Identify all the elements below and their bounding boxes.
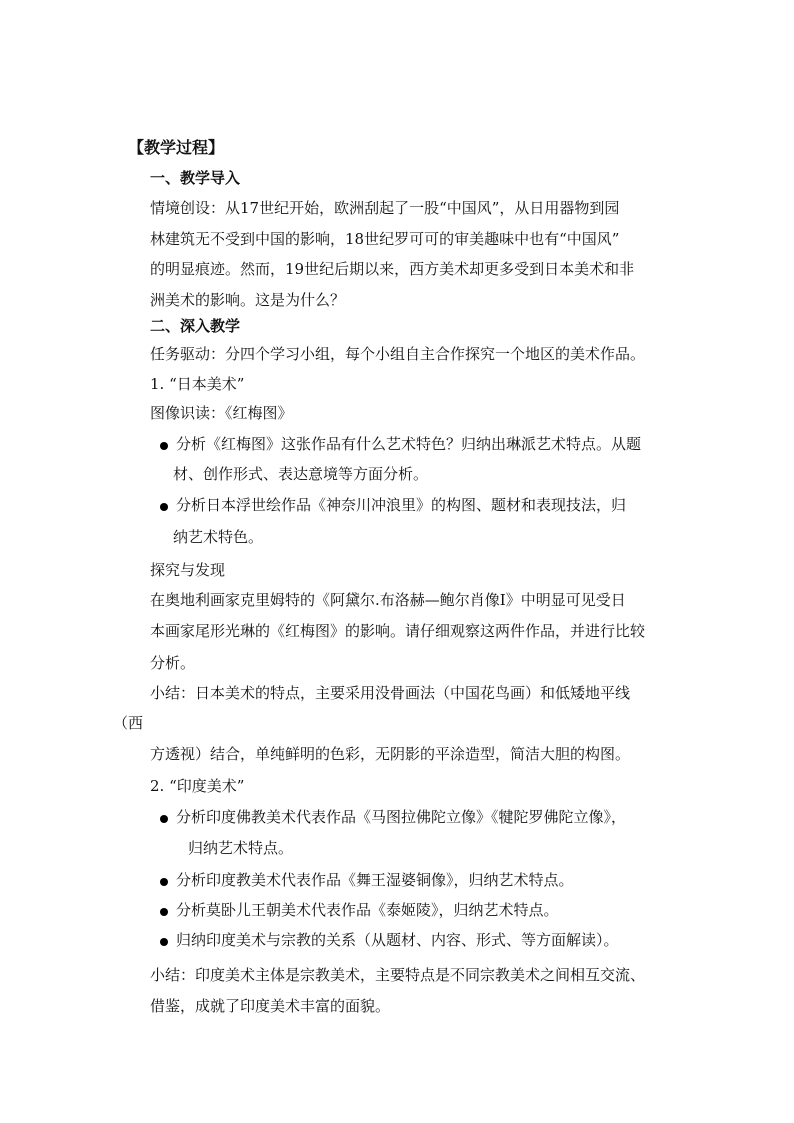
item-japan: 1. “日本美术” (150, 375, 245, 393)
item-india: 2. “印度美术” (150, 777, 245, 795)
bullet-dot (160, 938, 168, 946)
india-bullet-3: 分析莫卧儿王朝美术代表作品《泰姬陵》，归纳艺术特点。 (176, 901, 559, 919)
intro-line-4: 洲美术的影响。这是为什么？ (150, 291, 346, 309)
bullet-dot (160, 503, 168, 511)
bullet-dot (160, 815, 168, 823)
explore-line-2: 本画家尾形光琳的《红梅图》的影响。请仔细观察这两件作品，并进行比较 (150, 622, 646, 640)
india-bullet-2: 分析印度教美术代表作品《舞王湿婆铜像》，归纳艺术特点。 (176, 871, 574, 889)
summary-india-2: 借鉴，成就了印度美术丰富的面貌。 (150, 997, 391, 1015)
india-bullet-1: 分析印度佛教美术代表作品《马图拉佛陀立像》《犍陀罗佛陀立像》， (176, 808, 627, 826)
summary-japan-1: 小结：日本美术的特点，主要采用没骨画法（中国花鸟画）和低矮地平线 (150, 684, 631, 702)
bullet-dot (160, 908, 168, 916)
japan-bullet-1: 分析《红梅图》这张作品有什么艺术特色？归纳出琳派艺术特点。从题 (176, 435, 642, 453)
task-line: 任务驱动：分四个学习小组，每个小组自主合作探究一个地区的美术作品。 (150, 345, 646, 363)
japan-bullet-2: 分析日本浮世绘作品《神奈川冲浪里》的构图、题材和表现技法，归 (176, 496, 627, 514)
india-bullet-1-cont: 归纳艺术特点。 (188, 839, 294, 857)
intro-line-3: 的明显痕迹。然而，19世纪后期以来，西方美术却更多受到日本美术和非 (150, 260, 635, 278)
intro-line-2: 林建筑无不受到中国的影响，18世纪罗可可的审美趣味中也有“中国风” (150, 230, 620, 248)
intro-line-1: 情境创设：从17世纪开始，欧洲刮起了一股“中国风”，从日用器物到园 (150, 199, 620, 217)
explore-line-3: 分析。 (150, 654, 196, 672)
explore-heading: 探究与发现 (150, 561, 226, 579)
bullet-dot (160, 442, 168, 450)
bullet-dot (160, 878, 168, 886)
summary-japan-2: （西 (113, 714, 144, 732)
heading-deep: 二、深入教学 (150, 317, 241, 335)
summary-india-1: 小结：印度美术主体是宗教美术，主要特点是不同宗教美术之间相互交流、 (150, 966, 646, 984)
section-title: 【教学过程】 (128, 138, 225, 157)
japan-bullet-1-cont: 材、创作形式、表达意境等方面分析。 (173, 465, 429, 483)
japan-bullet-2-cont: 纳艺术特色。 (173, 528, 264, 546)
india-bullet-4: 归纳印度美术与宗教的关系（从题材、内容、形式、等方面解读）。 (176, 931, 619, 949)
explore-line-1: 在奥地利画家克里姆特的《阿黛尔.布洛赫—鲍尔肖像Ⅰ》中明显可见受日 (150, 591, 626, 609)
summary-japan-3: 方透视）结合，单纯鲜明的色彩，无阴影的平涂造型，简洁大胆的构图。 (150, 745, 631, 763)
image-reading: 图像识读：《红梅图》 (150, 404, 293, 422)
heading-intro: 一、教学导入 (150, 169, 241, 187)
